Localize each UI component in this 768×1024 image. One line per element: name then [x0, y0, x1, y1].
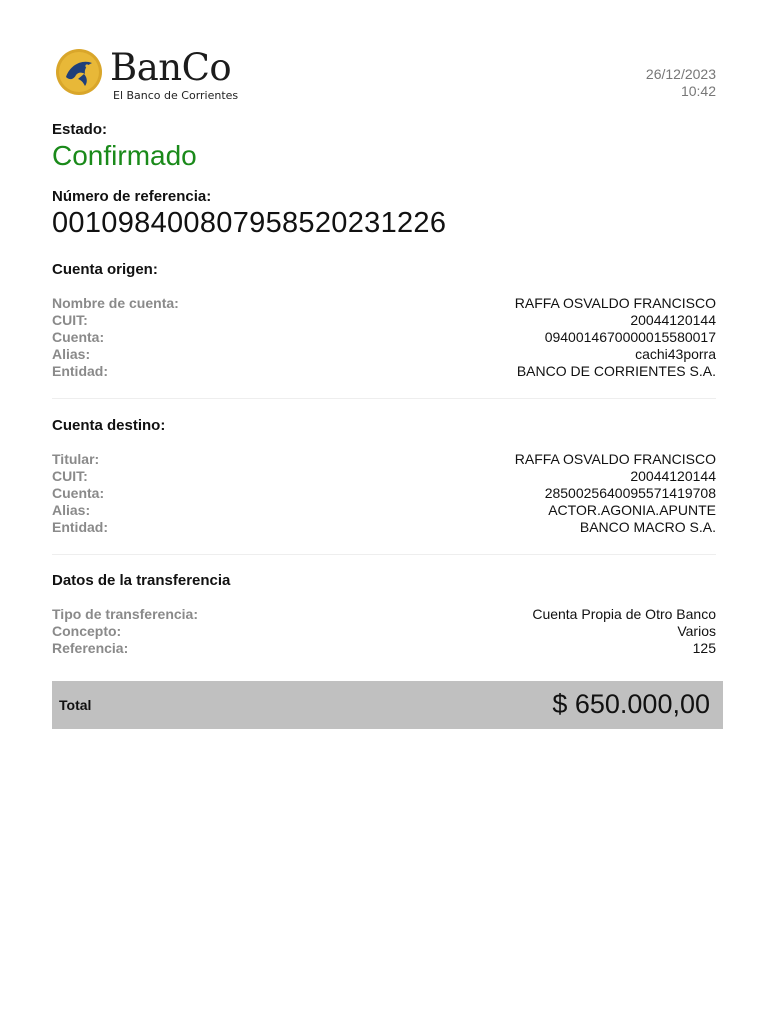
- transferencia-row-referencia: [52, 640, 716, 657]
- bank-logo: [54, 47, 254, 107]
- row-key: Entidad:: [52, 519, 108, 535]
- transferencia-row-tipo: [52, 606, 716, 623]
- row-value: 20044120144: [630, 312, 716, 328]
- destino-title: Cuenta destino:: [52, 417, 166, 434]
- row-value: RAFFA OSVALDO FRANCISCO: [514, 295, 716, 311]
- origen-rows: [52, 295, 716, 380]
- row-value: RAFFA OSVALDO FRANCISCO: [514, 451, 716, 467]
- total-bar: [52, 681, 723, 729]
- referencia-label: Número de referencia:: [52, 188, 212, 205]
- destino-row-entidad: [52, 519, 716, 536]
- row-key: Tipo de transferencia:: [52, 606, 199, 622]
- receipt-header: [52, 0, 716, 112]
- receipt-page: [52, 0, 716, 719]
- origen-title: Cuenta origen:: [52, 261, 158, 278]
- origen-row-cuit: [52, 312, 716, 329]
- destino-row-titular: [52, 451, 716, 468]
- row-key: Concepto:: [52, 623, 122, 639]
- row-value: 125: [692, 640, 716, 656]
- section-divider: [52, 554, 716, 555]
- row-value: ACTOR.AGONIA.APUNTE: [548, 502, 716, 518]
- row-key: Titular:: [52, 451, 100, 467]
- transferencia-title: Datos de la transferencia: [52, 572, 231, 589]
- row-key: Cuenta:: [52, 329, 105, 345]
- transferencia-row-concepto: [52, 623, 716, 640]
- destino-section: [52, 417, 716, 536]
- row-value: 0940014670000015580017: [544, 329, 716, 345]
- row-value: 2850025640095571419708: [544, 485, 716, 501]
- brand-name: BanCo: [110, 46, 232, 89]
- row-key: CUIT:: [52, 312, 88, 328]
- receipt-date: 26/12/2023: [645, 66, 716, 82]
- origen-row-alias: [52, 346, 716, 363]
- destino-row-cuit: [52, 468, 716, 485]
- origen-row-entidad: [52, 363, 716, 380]
- row-key: Referencia:: [52, 640, 129, 656]
- fish-coin-emblem-icon: [54, 47, 104, 97]
- row-value: cachi43porra: [635, 346, 716, 362]
- estado-label: Estado:: [52, 121, 108, 138]
- origen-row-cuenta: [52, 329, 716, 346]
- brand-tagline: El Banco de Corrientes: [113, 89, 239, 102]
- row-key: Alias:: [52, 502, 91, 518]
- total-label: Total: [59, 697, 92, 713]
- estado-value: Confirmado: [52, 140, 197, 171]
- receipt-time: 10:42: [680, 83, 716, 99]
- section-divider: [52, 398, 716, 399]
- origen-section: [52, 261, 716, 380]
- transferencia-section: [52, 572, 716, 657]
- referencia-value: 001098400807958520231226: [52, 207, 447, 239]
- row-value: BANCO DE CORRIENTES S.A.: [516, 363, 716, 379]
- row-key: CUIT:: [52, 468, 88, 484]
- destino-row-alias: [52, 502, 716, 519]
- destino-row-cuenta: [52, 485, 716, 502]
- destino-rows: [52, 451, 716, 536]
- row-value: 20044120144: [630, 468, 716, 484]
- row-value: BANCO MACRO S.A.: [579, 519, 716, 535]
- row-key: Cuenta:: [52, 485, 105, 501]
- row-key: Nombre de cuenta:: [52, 295, 179, 311]
- total-amount: $ 650.000,00: [552, 689, 710, 719]
- receipt-datetime: [646, 66, 716, 100]
- row-value: Cuenta Propia de Otro Banco: [532, 606, 716, 622]
- origen-row-nombre: [52, 295, 716, 312]
- transferencia-rows: [52, 606, 716, 657]
- row-key: Alias:: [52, 346, 91, 362]
- row-value: Varios: [677, 623, 716, 639]
- row-key: Entidad:: [52, 363, 108, 379]
